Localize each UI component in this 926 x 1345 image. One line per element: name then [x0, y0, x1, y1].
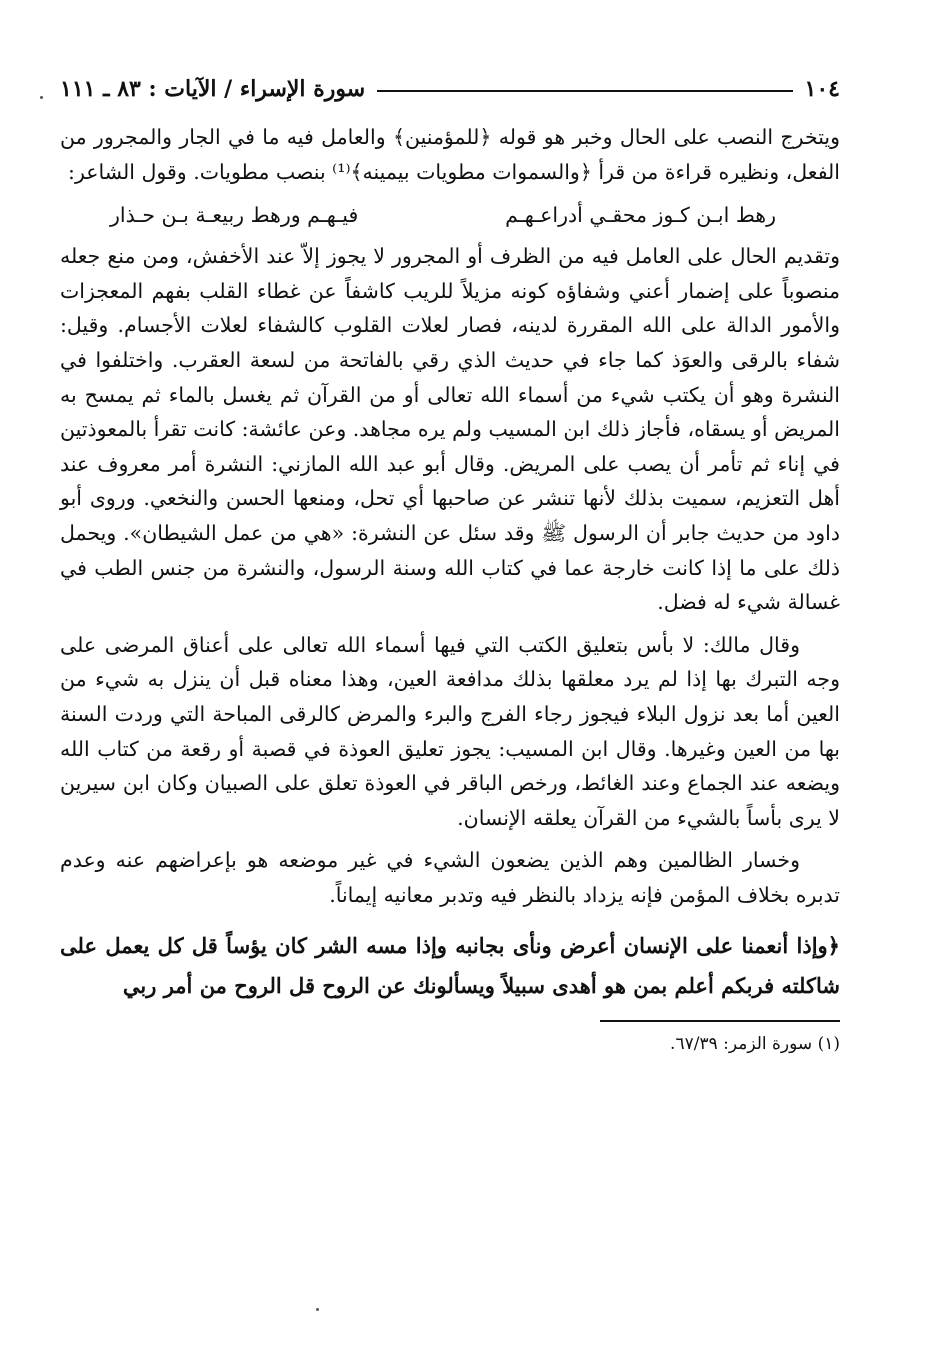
quran-verse-block: ﴿وإذا أنعمنا على الإنسان أعرض ونأى بجانبه وإذا مسه الشر كان يؤساً قل كل يعمل على شاكلته فربكم أعلم بمن هو أهدى سبيلاً ويسألونك عن الروح قل الروح من أمر ربي [60, 933, 840, 999]
paragraph-2: وتقديم الحال على العامل فيه من الظرف أو المجرور لا يجوز إلاّ عند الأخفش، ومن منع جعله منصوباً على إضمار أعني وشفاؤه كونه مزيلاً للريب كاشفاً عن غطاء القلب بفهم المعجزات والأمور الدالة على الله المقررة لدينه، فصار لعلات القلوب كالشفاء لعلات الأجسام. وقيل: شفاء بالرقى والعوَذ كما جاء في حديث الذي رقي بالفاتحة من لسعة العقرب. واختلفوا في النشرة وهو أن يكتب شيء من أسماء الله تعالى أو من القرآن ثم يغسل بالماء ثم يمسح به المريض أو يسقاه، فأجاز ذلك ابن المسيب ولم يره مجاهد. وعن عائشة: كانت تقرأ بالمعوذتين في إناء ثم تأمر أن يصب على المريض. وقال أبو عبد الله المازني: النشرة أمر معروف عند أهل التعزيم، سميت بذلك لأنها تنشر عن صاحبها أي تحل، ومنعها الحسن والنخعي. وروى أبو داود من حديث جابر أن الرسول ﷺ وقد سئل عن النشرة: «هي من عمل الشيطان». ويحمل ذلك على ما إذا كانت خارجة عما في كتاب الله وسنة الرسول، والنشرة من جنس الطب في غسالة شيء له فضل. [60, 244, 840, 615]
paragraph-3: وقال مالك: لا بأس بتعليق الكتب التي فيها أسماء الله تعالى على أعناق المرضى على وجه التبرك بها إذا لم يرد معلقها بذلك مدافعة العين، وهذا معناه قبل أن ينزل به شيء من العين أما بعد نزول البلاء فيجوز رجاء الفرج والبرء والمرض كالرقى المباحة التي وردت السنة بها من العين وغيرها. وقال ابن المسيب: يجوز تعليق العوذة في قصبة أو رقعة من كتاب الله ويضعه عند الجماع وعند الغائط، ورخص الباقر في العوذة تعلق على الصبيان وكان ابن سيرين لا يرى بأساً بالشيء من القرآن يعلقه الإنسان. [60, 632, 840, 830]
footnote [60, 1030, 840, 1058]
scan-speck [40, 96, 43, 99]
header-rule [377, 90, 792, 92]
verse-right-hemistich: رهط ابـن كـوز محقـي أدراعـهـم [505, 203, 776, 228]
footnote-marker: (١) [817, 1034, 840, 1055]
page-number: ١٠٤ [804, 76, 840, 102]
main-text [60, 120, 840, 189]
running-header [60, 72, 840, 106]
footnote-rule [600, 1020, 840, 1022]
scan-speck [316, 1308, 319, 1311]
paragraph-1: ويتخرج النصب على الحال وخبر هو قوله ﴿للمؤمنين﴾ والعامل فيه ما في الجار والمجرور من الفعل، ونظيره قراءة من قرأ ﴿والسموات مطويات بيمينه﴾⁽¹⁾ بنصب مطويات. وقول الشاعر: [60, 125, 840, 184]
verse-left-hemistich: فيـهـم ورهط ربيعـة بـن حـذار [110, 203, 359, 228]
poetry-verse [60, 197, 840, 233]
paragraph-4: وخسار الظالمين وهم الذين يضعون الشيء في غير موضعه هو بإعراضهم عنه وعدم تدبره بخلاف المؤمن فإنه يزداد بالنظر فيه وتدبر معانيه إيماناً. [60, 848, 840, 907]
header-title: سورة الإسراء / الآيات : ٨٣ ـ ١١١ [60, 76, 366, 102]
footnote-text: سورة الزمر: ٦٧/٣٩. [670, 1034, 813, 1055]
document-page [60, 72, 840, 1058]
main-text-continued [60, 239, 840, 912]
